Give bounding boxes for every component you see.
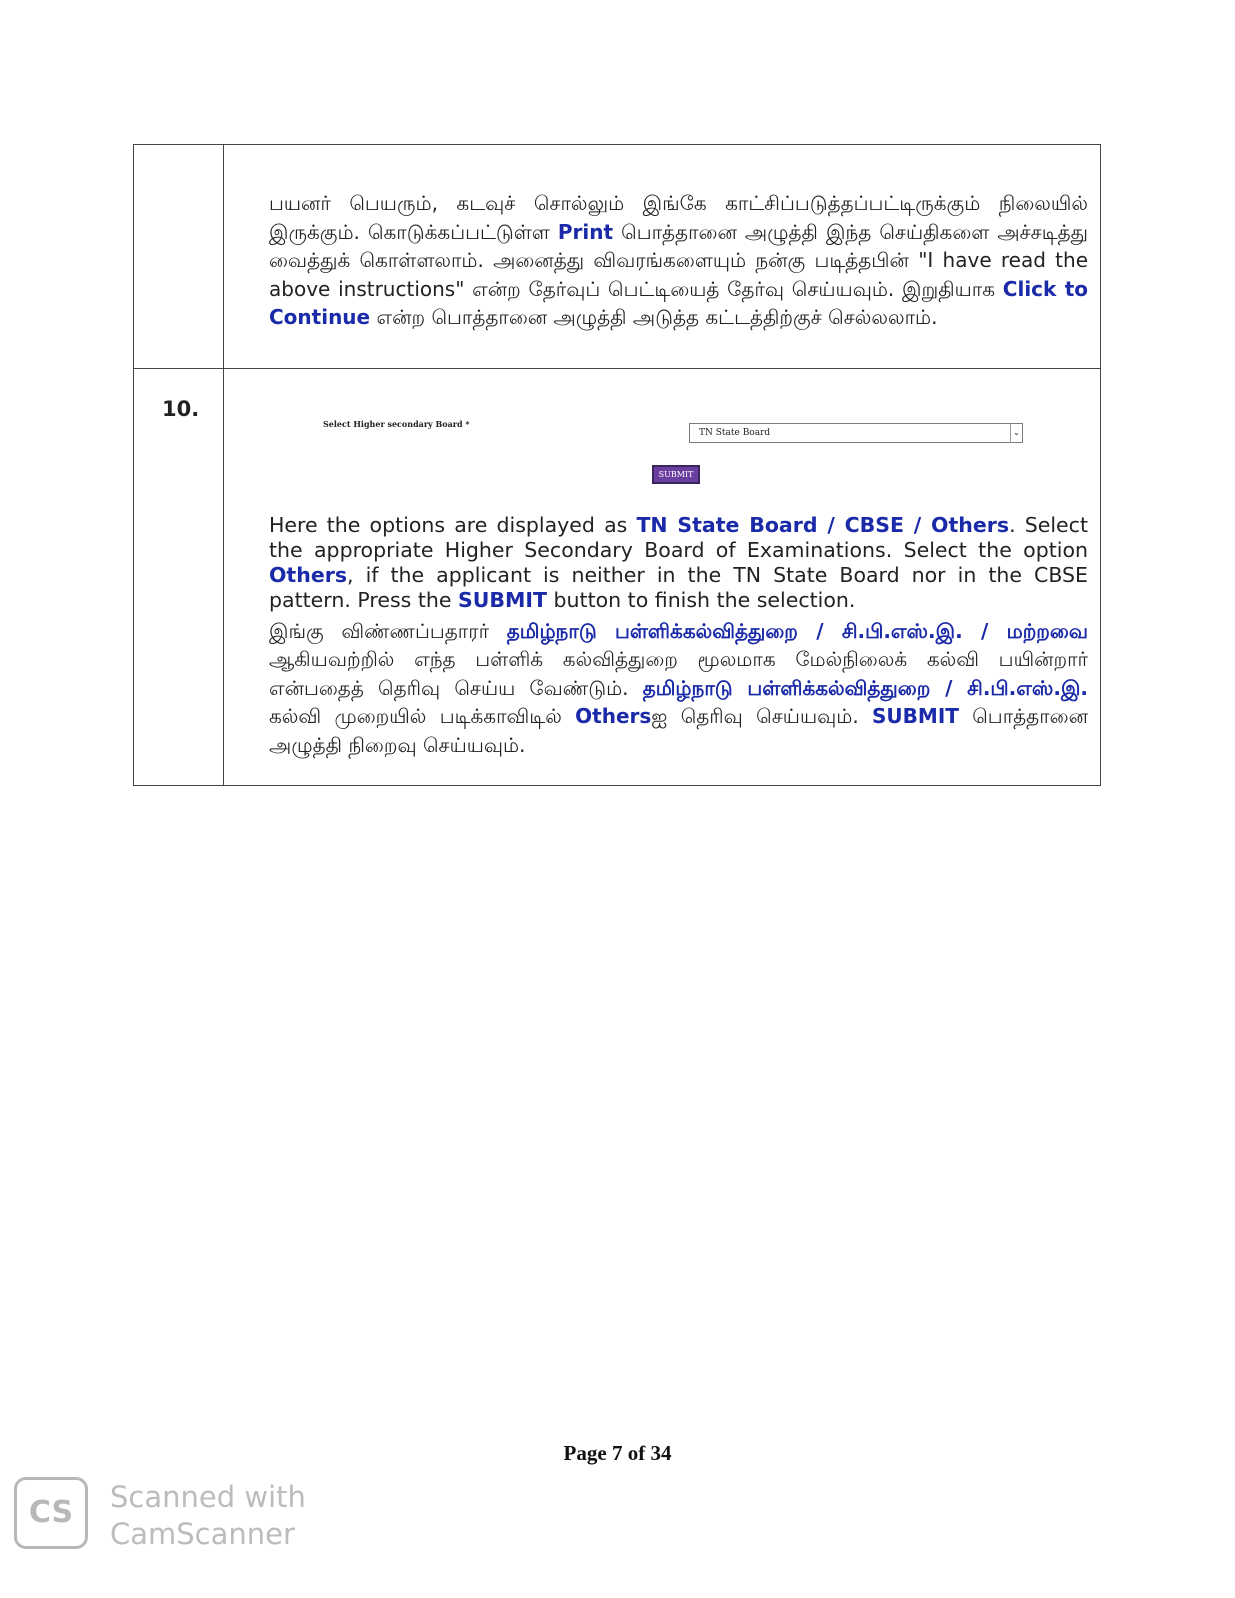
highlight-submit: SUBMIT: [872, 704, 959, 728]
row-number-cell: [134, 145, 224, 369]
highlight-click-to-continue: Click to Continue: [269, 276, 1088, 329]
text-span: என்ற பொத்தானை அழுத்தி அடுத்த கட்டத்திற்குச் செல்லலாம்.: [370, 305, 938, 329]
text-span: பயனர் பெயரும், கடவுச் சொல்லும் இங்கே காட்சிப்படுத்தப்பட்டிருக்கும் நிலையில் இருக்கும். கொடுக்கப்பட்டுள்ள: [269, 191, 1088, 244]
board-select[interactable]: [689, 423, 1023, 443]
row-content-cell: [224, 145, 1101, 369]
tamil-paragraph: [269, 145, 1088, 368]
highlight-board-options: TN State Board / CBSE / Others: [636, 512, 1010, 537]
watermark-line: Scanned with: [110, 1480, 306, 1514]
page-current: 7: [611, 1441, 623, 1465]
table-row: [134, 368, 1101, 786]
text-span: இங்கு விண்ணப்பதாரர்: [269, 618, 507, 643]
highlight-others: Others: [269, 562, 348, 587]
text-span: கல்வி முறையில் படிக்காவிடில்: [269, 704, 576, 728]
text-span: பொத்தானை அழுத்தி இந்த செய்திகளை அச்சடித்து வைத்துக் கொள்ளலாம். அனைத்து விவரங்களையும் நன்கு படித்தபின் "I have read the above instructions" என்ற தேர்வுப் பெட்டியைத் தேர்வு செய்யவும். இறுதியாக: [269, 219, 1089, 301]
text-span: ஆகியவற்றில் எந்த பள்ளிக் கல்வித்துறை மூலமாக மேல்நிலைக் கல்வி பயின்றார் என்பதைத் தெரிவு செய்ய வேண்டும்.: [269, 647, 1088, 700]
text-span: button to finish the selection.: [547, 587, 856, 612]
watermark-line: CamScanner: [110, 1517, 295, 1551]
highlight-print: Print: [557, 219, 614, 244]
submit-button[interactable]: SUBMIT: [652, 465, 700, 484]
text-span: . Select the appropriate Higher Secondary Board of Examinations. Select the option: [269, 512, 1088, 562]
row-content-cell: [224, 368, 1101, 786]
page-prefix: Page: [563, 1441, 612, 1465]
highlight-board-tamil: தமிழ்நாடு பள்ளிக்கல்வித்துறை / சி.பி.எஸ்.இ.: [642, 675, 1088, 700]
tamil-paragraph: [269, 613, 1088, 786]
board-select-value: TN State Board: [699, 427, 771, 438]
page-total: 34: [650, 1441, 672, 1465]
board-select-label: Select Higher secondary Board *: [323, 418, 470, 429]
page-middle: of: [622, 1441, 651, 1465]
watermark-text: [110, 1479, 370, 1553]
instruction-table: [133, 144, 1101, 786]
form-screenshot: [224, 369, 1100, 499]
row-number-cell: 10.: [134, 368, 224, 786]
text-span: ஐ தெரிவு செய்யவும்.: [651, 704, 873, 728]
highlight-board-options-tamil: தமிழ்நாடு பள்ளிக்கல்வித்துறை / சி.பி.எஸ்.இ. / மற்றவை: [506, 618, 1088, 643]
chevron-down-icon[interactable]: ⌄: [1010, 424, 1022, 442]
text-span: Here the options are displayed as: [269, 512, 637, 537]
english-paragraph: [269, 499, 1088, 613]
highlight-others: Others: [575, 704, 652, 728]
table-row: [134, 145, 1101, 369]
camscanner-logo-icon: CS: [14, 1477, 88, 1549]
highlight-submit: SUBMIT: [457, 587, 548, 612]
text-span: பொத்தானை அழுத்தி நிறைவு செய்யவும்.: [269, 704, 1088, 757]
page-footer: [0, 1441, 1235, 1466]
text-span: , if the applicant is neither in the TN State Board nor in the CBSE pattern. Press the: [269, 562, 1088, 612]
